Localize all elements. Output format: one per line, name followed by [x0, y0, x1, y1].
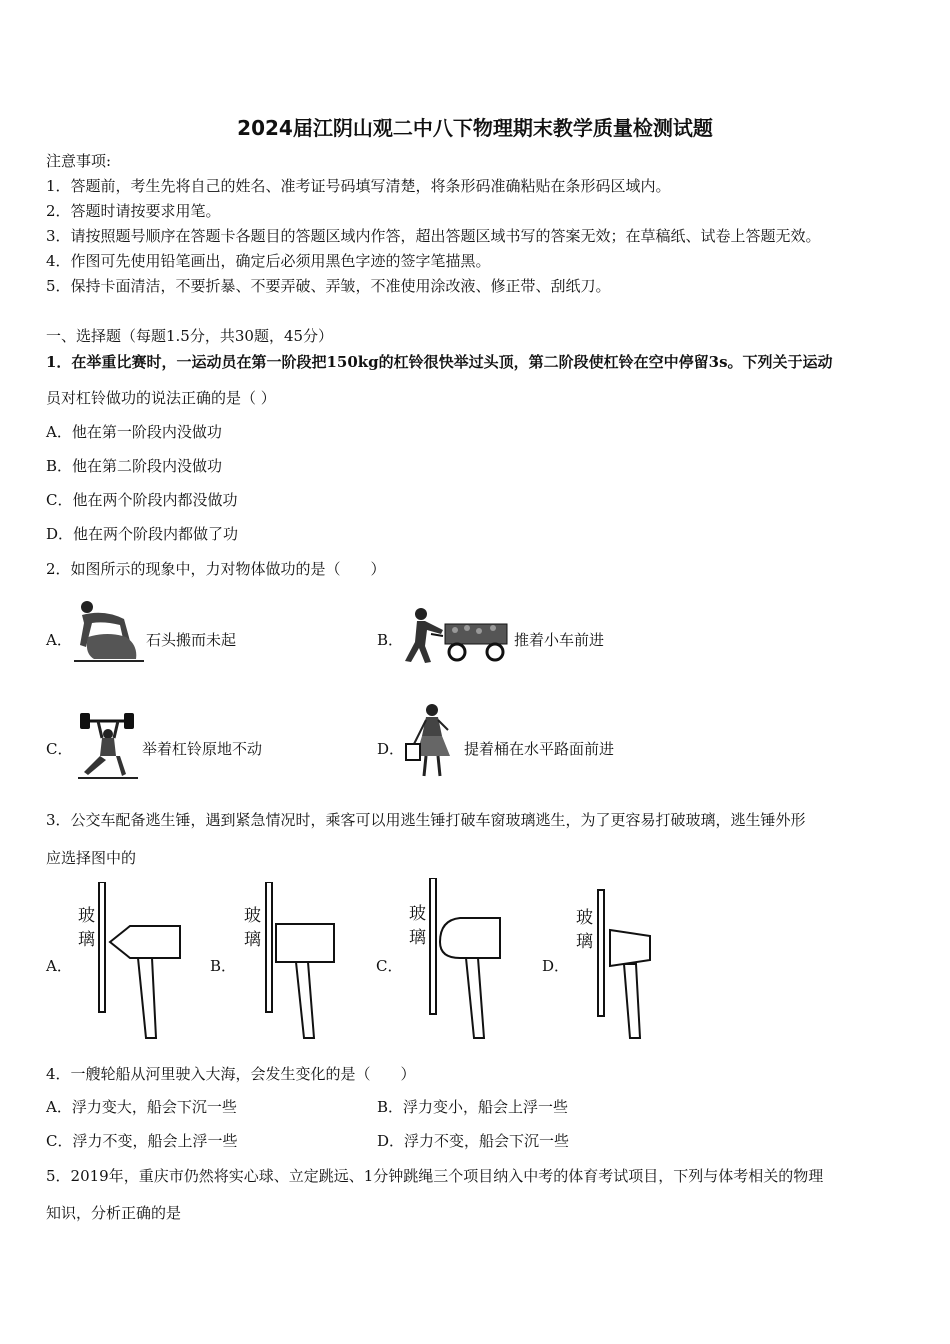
q4-option-c: C．浮力不变，船会上浮一些	[46, 1132, 238, 1150]
q5-stem-line1: 5．2019年，重庆市仍然将实心球、立定跳远、1分钟跳绳三个项目纳入中考的体育考试项目，下列与体考相关的物理	[46, 1167, 824, 1185]
q2-option-c-text: 举着杠铃原地不动	[142, 740, 263, 758]
q3-option-b-letter: B．	[210, 957, 237, 975]
notice-item: 1．答题前，考生先将自己的姓名、准考证号码填写清楚，将条形码准确粘贴在条形码区域内。	[46, 177, 671, 195]
q2-b-illustration	[403, 606, 511, 666]
q2-option-d-letter: D．	[377, 740, 405, 758]
q4-stem: 4．一艘轮船从河里驶入大海，会发生变化的是（ ）	[46, 1065, 416, 1083]
q3-c-hammer	[404, 878, 514, 1042]
q2-option-d-text: 提着桶在水平路面前进	[464, 740, 615, 758]
q1-stem-line1: 1．在举重比赛时，一运动员在第一阶段把150kg的杠铃很快举过头顶，第二阶段使杠铃在空中停留3s。下列关于运动	[46, 353, 833, 371]
q2-option-a-text: 石头搬而未起	[146, 631, 237, 649]
q3-c-glass-label-2: 璃	[409, 928, 426, 948]
notice-item: 3．请按照题号顺序在答题卡各题目的答题区域内作答，超出答题区域书写的答案无效；在草稿纸、试卷上答题无效。	[46, 227, 821, 245]
q1-option-a: A．他在第一阶段内没做功	[46, 423, 222, 441]
q3-a-glass-label-2: 璃	[78, 930, 95, 950]
q3-b-glass-label-1: 玻	[244, 906, 261, 926]
q3-c-glass-label-1: 玻	[409, 904, 426, 924]
page-title: 2024届江阴山观二中八下物理期末教学质量检测试题	[237, 116, 713, 140]
q3-stem-line1: 3．公交车配备逃生锤，遇到紧急情况时，乘客可以用逃生锤打破车窗玻璃逃生，为了更容易打破玻璃，逃生锤外形	[46, 811, 806, 829]
q4-option-b: B．浮力变小，船会上浮一些	[377, 1098, 569, 1116]
q1-option-c: C．他在两个阶段内都没做功	[46, 491, 238, 509]
q2-option-a-letter: A．	[46, 631, 72, 649]
q2-option-c-letter: C．	[46, 740, 73, 758]
notice-item: 4．作图可先使用铅笔画出，确定后必须用黑色字迹的签字笔描黑。	[46, 252, 491, 270]
q3-b-glass-label-2: 璃	[244, 930, 261, 950]
q5-stem-line2: 知识，分析正确的是	[46, 1204, 182, 1222]
notice-heading: 注意事项:	[46, 152, 112, 170]
q3-d-glass-label-2: 璃	[576, 932, 593, 952]
q2-a-illustration	[74, 597, 144, 663]
q3-option-c-letter: C．	[376, 957, 403, 975]
q1-option-d: D．他在两个阶段内都做了功	[46, 525, 239, 543]
q2-option-b-text: 推着小车前进	[514, 631, 605, 649]
q2-stem: 2．如图所示的现象中，力对物体做功的是（ ）	[46, 560, 386, 578]
q1-option-b: B．他在第二阶段内没做功	[46, 457, 223, 475]
q3-option-a-letter: A．	[46, 957, 72, 975]
q1-stem-line2: 员对杠铃做功的说法正确的是（ ）	[46, 389, 276, 407]
notice-item: 2．答题时请按要求用笔。	[46, 202, 221, 220]
q2-option-b-letter: B．	[377, 631, 404, 649]
q4-option-d: D．浮力不变，船会下沉一些	[377, 1132, 570, 1150]
q2-c-illustration	[76, 710, 140, 780]
q4-option-a: A．浮力变大，船会下沉一些	[46, 1098, 237, 1116]
q3-a-glass-label-1: 玻	[78, 906, 95, 926]
q2-d-illustration	[402, 702, 456, 780]
section-heading: 一、选择题（每题1.5分，共30题，45分）	[46, 327, 334, 345]
q3-stem-line2: 应选择图中的	[46, 849, 137, 867]
q3-d-glass-label-1: 玻	[576, 908, 593, 928]
notice-item: 5．保持卡面清洁，不要折暴、不要弄破、弄皱，不准使用涂改液、修正带、刮纸刀。	[46, 277, 611, 295]
q3-option-d-letter: D．	[542, 957, 570, 975]
